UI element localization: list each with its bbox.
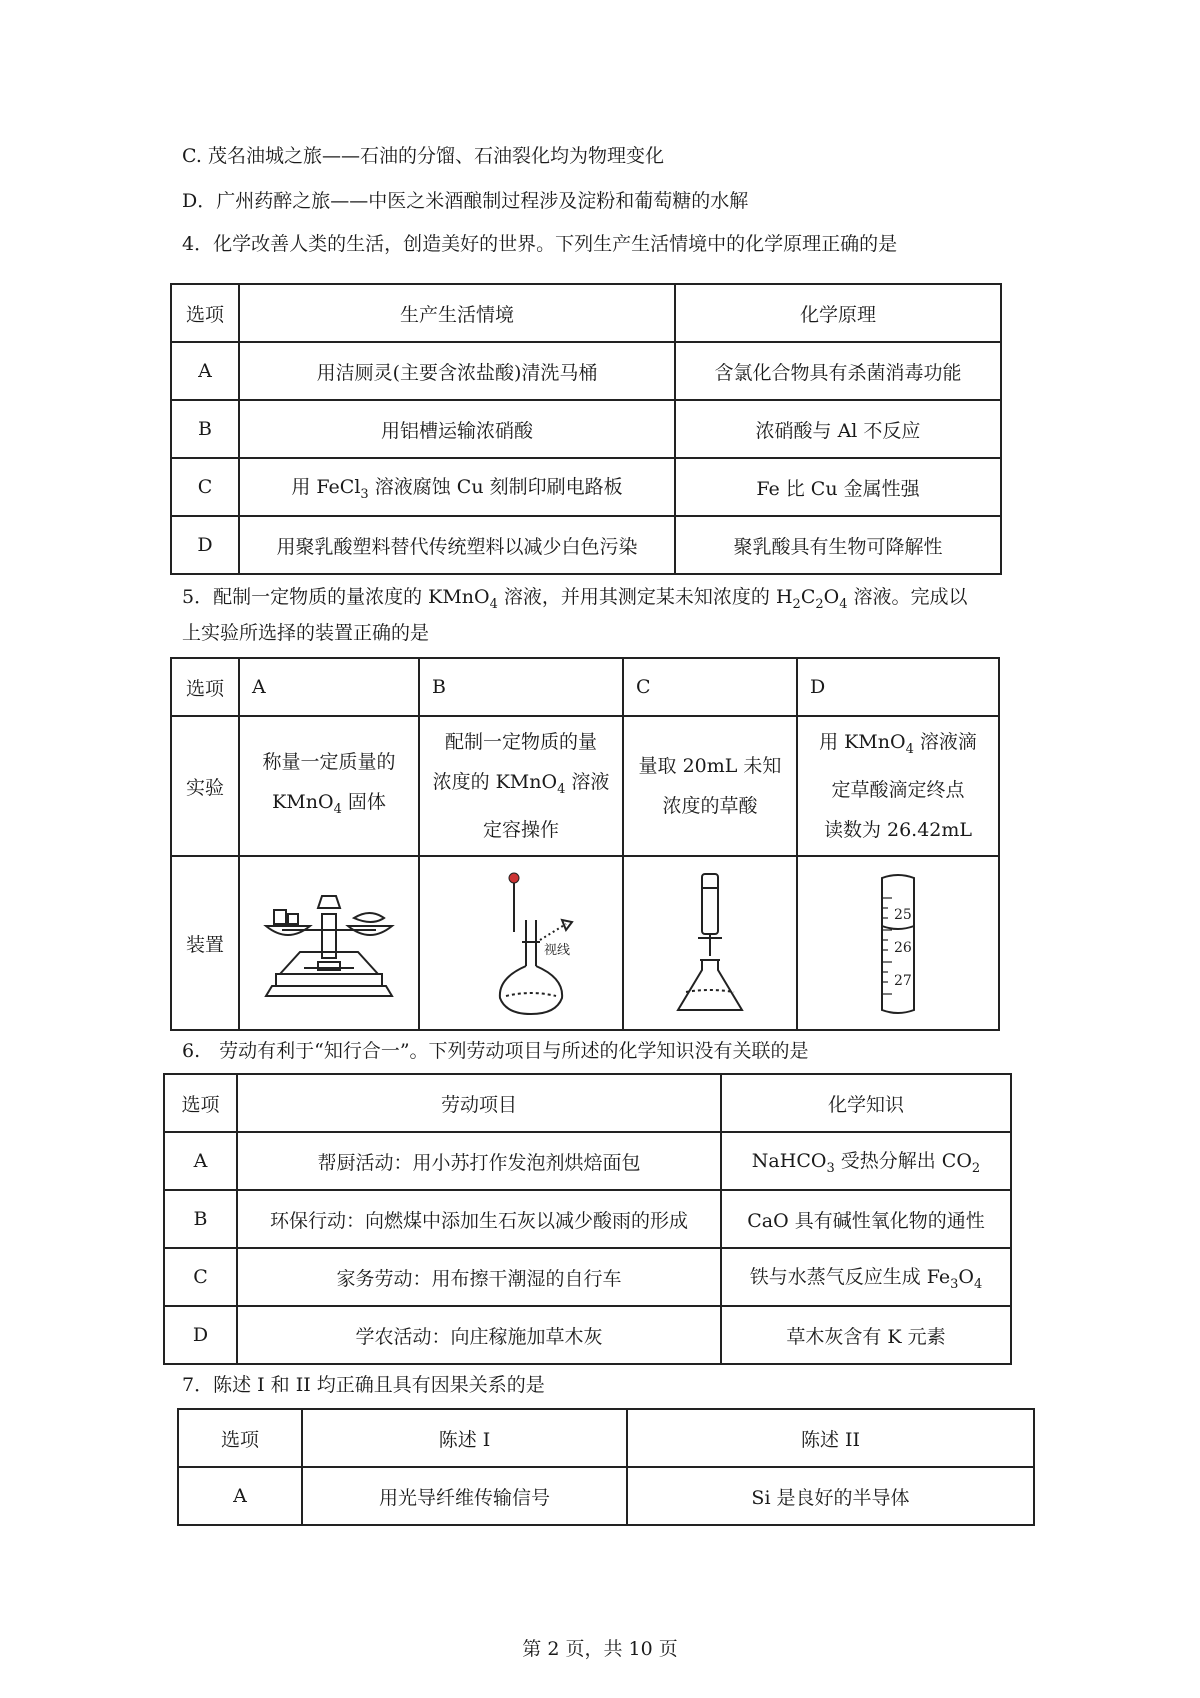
q6-knowledge-d: 草木灰含有 K 元素 bbox=[721, 1306, 1011, 1364]
q4-option-b: B bbox=[171, 400, 239, 458]
q5-header-option: 选项 bbox=[171, 658, 239, 716]
q4-scene-c: 用 FeCl$_3$ 溶液腐蚀 Cu 刻制印刷电路板 bbox=[239, 458, 675, 516]
q6-header-row bbox=[164, 1074, 1011, 1132]
q5-device-b bbox=[419, 856, 623, 1030]
burette-scale-icon bbox=[828, 868, 968, 1018]
q3-option-c: C. 茂名油城之旅——石油的分馏、石油裂化均为物理变化 bbox=[182, 145, 664, 167]
q5-experiment-label: 实验 bbox=[171, 716, 239, 856]
q6-task-c: 家务劳动：用布擦干潮湿的自行车 bbox=[237, 1248, 721, 1306]
q6-header-task: 劳动项目 bbox=[237, 1074, 721, 1132]
q4-stem: 4．化学改善人类的生活，创造美好的世界。下列生产生活情境中的化学原理正确的是 bbox=[182, 233, 898, 255]
q4-principle-a: 含氯化合物具有杀菌消毒功能 bbox=[675, 342, 1001, 400]
q4-header-option: 选项 bbox=[171, 284, 239, 342]
q4-principle-c: Fe 比 Cu 金属性强 bbox=[675, 458, 1001, 516]
q4-option-a: A bbox=[171, 342, 239, 400]
q4-header-row bbox=[171, 284, 1001, 342]
q4-table bbox=[170, 283, 1002, 575]
q4-option-d: D bbox=[171, 516, 239, 574]
page-number: 第 2 页，共 10 页 bbox=[522, 1638, 678, 1660]
q7-s1-a: 用光导纤维传输信号 bbox=[302, 1467, 627, 1525]
q5-experiment-c: 量取 20mL 未知 浓度的草酸 bbox=[623, 716, 797, 856]
table-row bbox=[178, 1467, 1034, 1525]
table-row bbox=[164, 1306, 1011, 1364]
q5-device-c bbox=[623, 856, 797, 1030]
q4-scene-d: 用聚乳酸塑料替代传统塑料以减少白色污染 bbox=[239, 516, 675, 574]
q4-scene-b: 用铝槽运输浓硝酸 bbox=[239, 400, 675, 458]
q5-header-row bbox=[171, 658, 999, 716]
q6-task-d: 学农活动：向庄稼施加草木灰 bbox=[237, 1306, 721, 1364]
q5-experiment-b: 配制一定物质的量 浓度的 KMnO$_4$ 溶液 定容操作 bbox=[419, 716, 623, 856]
q5-table bbox=[170, 657, 1000, 1031]
table-row bbox=[164, 1190, 1011, 1248]
q5-experiment-d: 用 KMnO$_4$ 溶液滴 定草酸滴定终点 读数为 26.42mL bbox=[797, 716, 999, 856]
table-row bbox=[164, 1248, 1011, 1306]
q5-header-b: B bbox=[419, 658, 623, 716]
burette-tick-27: 27 bbox=[894, 973, 912, 989]
q5-experiment-a: 称量一定质量的 KMnO$_4$ 固体 bbox=[239, 716, 419, 856]
q5-header-a: A bbox=[239, 658, 419, 716]
table-row bbox=[171, 458, 1001, 516]
q6-table bbox=[163, 1073, 1012, 1365]
q5-device-a bbox=[239, 856, 419, 1030]
q4-principle-b: 浓硝酸与 Al 不反应 bbox=[675, 400, 1001, 458]
q5-header-d: D bbox=[797, 658, 999, 716]
q7-s2-a: Si 是良好的半导体 bbox=[627, 1467, 1034, 1525]
q4-scene-a: 用洁厕灵(主要含浓盐酸)清洗马桶 bbox=[239, 342, 675, 400]
q7-header-option: 选项 bbox=[178, 1409, 302, 1467]
volumetric-flask-icon bbox=[436, 868, 606, 1018]
q5-device-label: 装置 bbox=[171, 856, 239, 1030]
table-row bbox=[171, 400, 1001, 458]
burette-flask-icon bbox=[630, 868, 790, 1018]
table-row bbox=[171, 342, 1001, 400]
balance-icon bbox=[244, 868, 414, 1018]
q6-task-a: 帮厨活动：用小苏打作发泡剂烘焙面包 bbox=[237, 1132, 721, 1190]
q5-stem-line2: 上实验所选择的装置正确的是 bbox=[182, 622, 430, 644]
q4-header-scene: 生产生活情境 bbox=[239, 284, 675, 342]
table-row bbox=[171, 516, 1001, 574]
burette-tick-26: 26 bbox=[894, 940, 912, 956]
q6-knowledge-c: 铁与水蒸气反应生成 $Fe_3O_4$ bbox=[721, 1248, 1011, 1306]
q7-header-row bbox=[178, 1409, 1034, 1467]
q5-experiment-row bbox=[171, 716, 999, 856]
q5-device-d bbox=[797, 856, 999, 1030]
burette-tick-25: 25 bbox=[894, 907, 912, 923]
q3-option-d: D．广州药醉之旅——中医之米酒酿制过程涉及淀粉和葡萄糖的水解 bbox=[182, 190, 749, 212]
q6-option-b: B bbox=[164, 1190, 237, 1248]
q6-option-c: C bbox=[164, 1248, 237, 1306]
q7-stem: 7．陈述 I 和 II 均正确且具有因果关系的是 bbox=[182, 1374, 545, 1396]
q6-header-option: 选项 bbox=[164, 1074, 237, 1132]
q6-knowledge-b: CaO 具有碱性氧化物的通性 bbox=[721, 1190, 1011, 1248]
q4-header-principle: 化学原理 bbox=[675, 284, 1001, 342]
sight-line-label: 视线 bbox=[544, 943, 571, 958]
q5-stem-line1: 5．配制一定物质的量浓度的 KMnO$_4$ 溶液，并用其测定某未知浓度的 $H_2C_2O_4$ 溶液。完成以 bbox=[182, 586, 968, 612]
q6-knowledge-a: NaHCO$_3$ 受热分解出 $CO_2$ bbox=[721, 1132, 1011, 1190]
q6-task-b: 环保行动：向燃煤中添加生石灰以减少酸雨的形成 bbox=[237, 1190, 721, 1248]
q6-option-d: D bbox=[164, 1306, 237, 1364]
q4-principle-d: 聚乳酸具有生物可降解性 bbox=[675, 516, 1001, 574]
q6-option-a: A bbox=[164, 1132, 237, 1190]
q5-header-c: C bbox=[623, 658, 797, 716]
q5-device-row bbox=[171, 856, 999, 1030]
q7-header-s1: 陈述 I bbox=[302, 1409, 627, 1467]
q4-option-c: C bbox=[171, 458, 239, 516]
q6-stem: 6. 劳动有利于“知行合一”。下列劳动项目与所述的化学知识没有关联的是 bbox=[182, 1040, 809, 1062]
q7-option-a: A bbox=[178, 1467, 302, 1525]
q7-header-s2: 陈述 II bbox=[627, 1409, 1034, 1467]
q7-table bbox=[177, 1408, 1035, 1526]
q6-header-knowledge: 化学知识 bbox=[721, 1074, 1011, 1132]
table-row bbox=[164, 1132, 1011, 1190]
